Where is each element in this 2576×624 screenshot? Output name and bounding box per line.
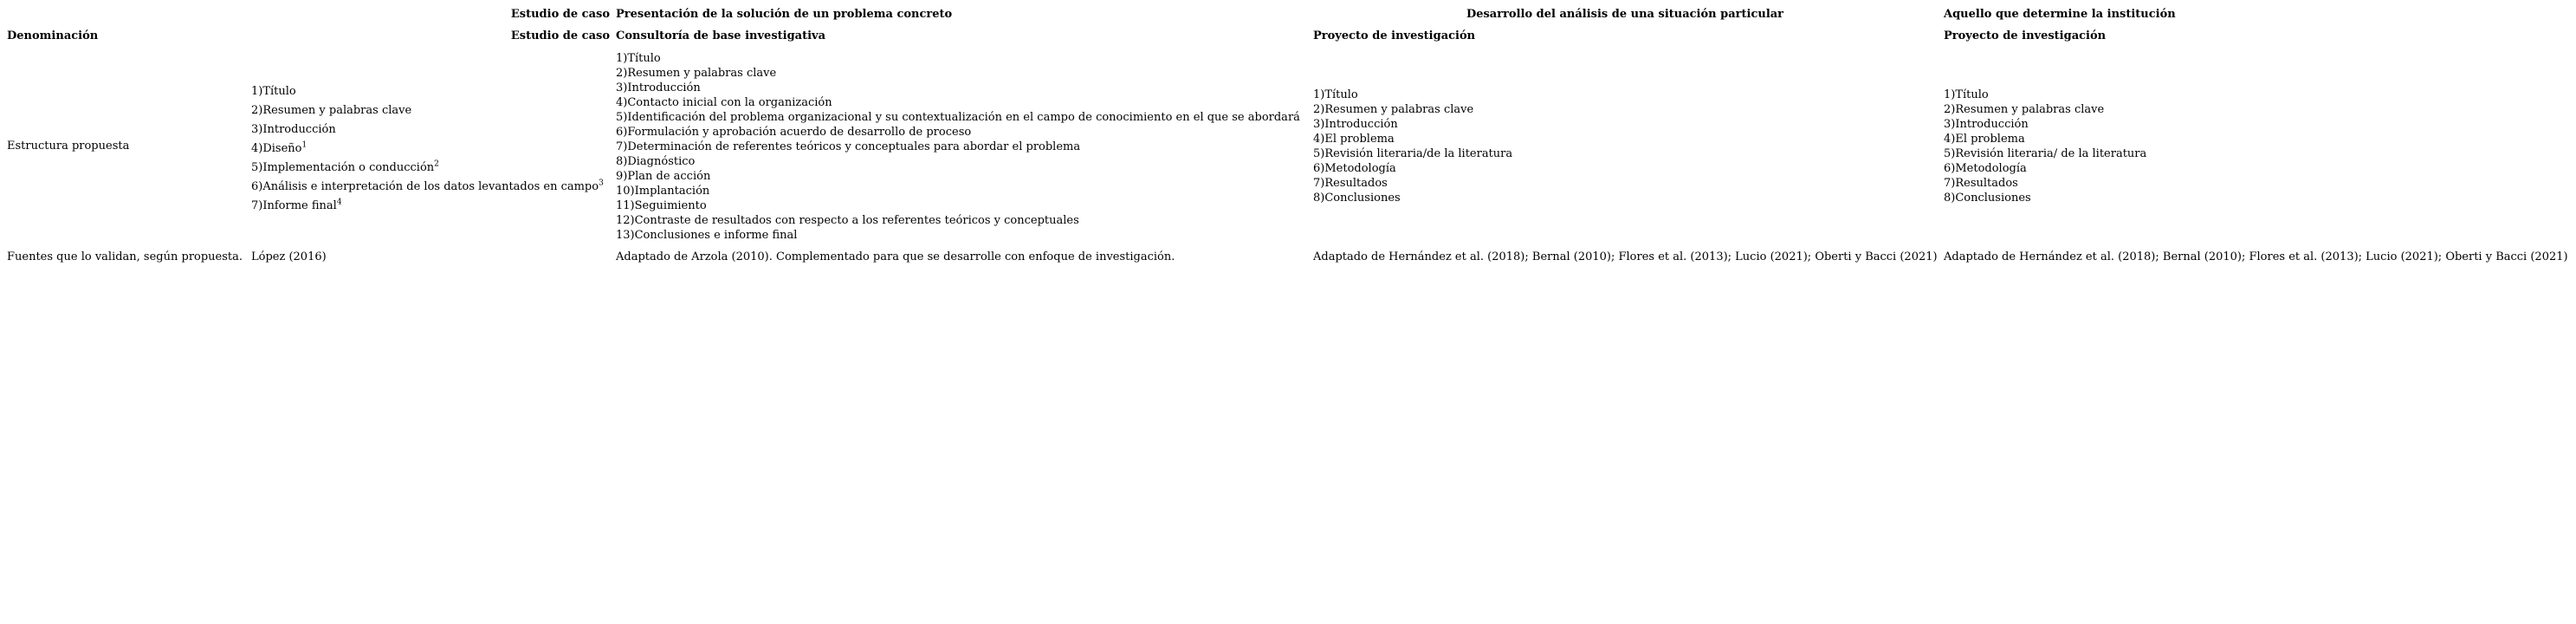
- list-item: [251, 179, 604, 194]
- list-item: [1944, 102, 2104, 117]
- list-item: [616, 184, 709, 198]
- list-item-text: 5)Identificación del problema organizacional y su contextualización en el campo de conocimiento en el que se abordará: [616, 111, 1300, 124]
- list-item: [251, 198, 342, 213]
- denominacion-label: Denominación: [7, 29, 99, 42]
- list-item: [251, 103, 411, 118]
- list-item-text: 5)Revisión literaria/de la literatura: [1313, 147, 1513, 160]
- denominacion-col4: Proyecto de investigación: [1313, 29, 1476, 42]
- list-item-text: 4)El problema: [1313, 133, 1395, 146]
- list-item: [616, 213, 1079, 228]
- list-item: [1313, 117, 1398, 132]
- list-item: [1313, 102, 1473, 117]
- list-item: [1944, 191, 2031, 205]
- list-item-text: 3)Introducción: [1944, 118, 2029, 131]
- list-item-text: 1)Título: [616, 52, 661, 65]
- list-item-text: 7)Determinación de referentes teóricos y conceptuales para abordar el problema: [616, 140, 1081, 153]
- list-item: [1944, 132, 2025, 146]
- list-item-text: 4)Contacto inicial con la organización: [616, 96, 832, 109]
- list-item: [1313, 88, 1358, 102]
- list-item: [1944, 176, 2018, 191]
- list-item: [1313, 161, 1396, 176]
- fuentes-col2: López (2016): [251, 250, 327, 263]
- list-item-text: 1)Título: [251, 85, 296, 98]
- list-item-text: 7)Resultados: [1944, 177, 2018, 190]
- list-item-text: 5)Revisión literaria/ de la literatura: [1944, 147, 2147, 160]
- fuentes-col3: Adaptado de Arzola (2010). Complementado para que se desarrolle con enfoque de investigación.: [616, 250, 1175, 263]
- list-item: [616, 154, 695, 169]
- list-item-text: 6)Análisis e interpretación de los datos levantados en campo: [251, 180, 599, 193]
- list-item: [616, 81, 701, 95]
- list-item: [616, 140, 1080, 154]
- list-item-text: 6)Metodología: [1944, 162, 2027, 175]
- list-item: [1313, 146, 1512, 161]
- list-item: [1944, 88, 1989, 102]
- list-item: [251, 84, 296, 99]
- list-item-text: 2)Resumen y palabras clave: [251, 104, 412, 117]
- list-item-text: 11)Seguimiento: [616, 199, 707, 212]
- denominacion-col5: Proyecto de investigación: [1944, 29, 2107, 42]
- footnote-marker: 1: [301, 140, 307, 150]
- list-item-text: 2)Resumen y palabras clave: [616, 67, 777, 80]
- list-item: [1944, 146, 2146, 161]
- fuentes-col4: Adaptado de Hernández et al. (2018); Bernal (2010); Flores et al. (2013); Lucio (2021); Oberti y Bacci (2021): [1313, 250, 1938, 263]
- list-item-text: 6)Formulación y aprobación acuerdo de desarrollo de proceso: [616, 126, 972, 139]
- list-item: [616, 66, 776, 81]
- footnote-marker: 2: [434, 159, 439, 169]
- list-item-text: 4)Diseño: [251, 142, 302, 155]
- list-item-text: 10)Implantación: [616, 185, 710, 198]
- list-item-text: 7)Informe final: [251, 199, 337, 212]
- list-item: [616, 51, 661, 66]
- header-col2: Estudio de caso: [510, 8, 610, 21]
- list-item: [1944, 117, 2029, 132]
- list-item-text: 6)Metodología: [1313, 162, 1396, 175]
- list-item: [616, 110, 1300, 125]
- list-item-text: 4)El problema: [1944, 133, 2025, 146]
- denominacion-col2: Estudio de caso: [510, 29, 610, 42]
- list-item: [616, 169, 710, 184]
- list-item-text: 9)Plan de acción: [616, 170, 711, 183]
- list-item-text: 3)Introducción: [251, 123, 336, 136]
- list-item: [1313, 191, 1401, 205]
- list-item-text: 3)Introducción: [1313, 118, 1398, 131]
- estructura-label: Estructura propuesta: [7, 140, 130, 153]
- fuentes-col5: Adaptado de Hernández et al. (2018); Bernal (2010); Flores et al. (2013); Lucio (2021); Oberti y Bacci (2021): [1944, 250, 2568, 263]
- list-item: [251, 122, 336, 137]
- header-col5: Aquello que determine la institución: [1944, 8, 2176, 21]
- list-item-text: 8)Conclusiones: [1944, 192, 2031, 205]
- list-item-text: 1)Título: [1313, 88, 1358, 101]
- list-item: [616, 95, 832, 110]
- footnote-marker: 4: [336, 198, 342, 207]
- list-item: [1944, 161, 2027, 176]
- list-item: [616, 125, 971, 140]
- list-item-text: 2)Resumen y palabras clave: [1944, 103, 2105, 116]
- list-item-text: 1)Título: [1944, 88, 1989, 101]
- fuentes-label: Fuentes que lo validan, según propuesta.: [7, 250, 243, 263]
- list-item: [1313, 132, 1395, 146]
- list-item-text: 5)Implementación o conducción: [251, 161, 435, 174]
- denominacion-col3: Consultoría de base investigativa: [616, 29, 826, 42]
- list-item-text: 12)Contraste de resultados con respecto a los referentes teóricos y conceptuales: [616, 214, 1079, 227]
- list-item-text: 8)Conclusiones: [1313, 192, 1401, 205]
- list-item: [1313, 176, 1388, 191]
- list-item: [251, 141, 307, 156]
- list-item-text: 8)Diagnóstico: [616, 155, 696, 168]
- list-item-text: 13)Conclusiones e informe final: [616, 229, 798, 242]
- list-item-text: 2)Resumen y palabras clave: [1313, 103, 1474, 116]
- footnote-marker: 3: [599, 179, 604, 188]
- list-item-text: 7)Resultados: [1313, 177, 1388, 190]
- list-item: [616, 198, 707, 213]
- list-item-text: 3)Introducción: [616, 81, 701, 94]
- header-col3: Presentación de la solución de un problema concreto: [616, 8, 953, 21]
- list-item: [251, 160, 439, 175]
- header-col4: Desarrollo del análisis de una situación particular: [1466, 8, 1784, 21]
- list-item: [616, 228, 797, 243]
